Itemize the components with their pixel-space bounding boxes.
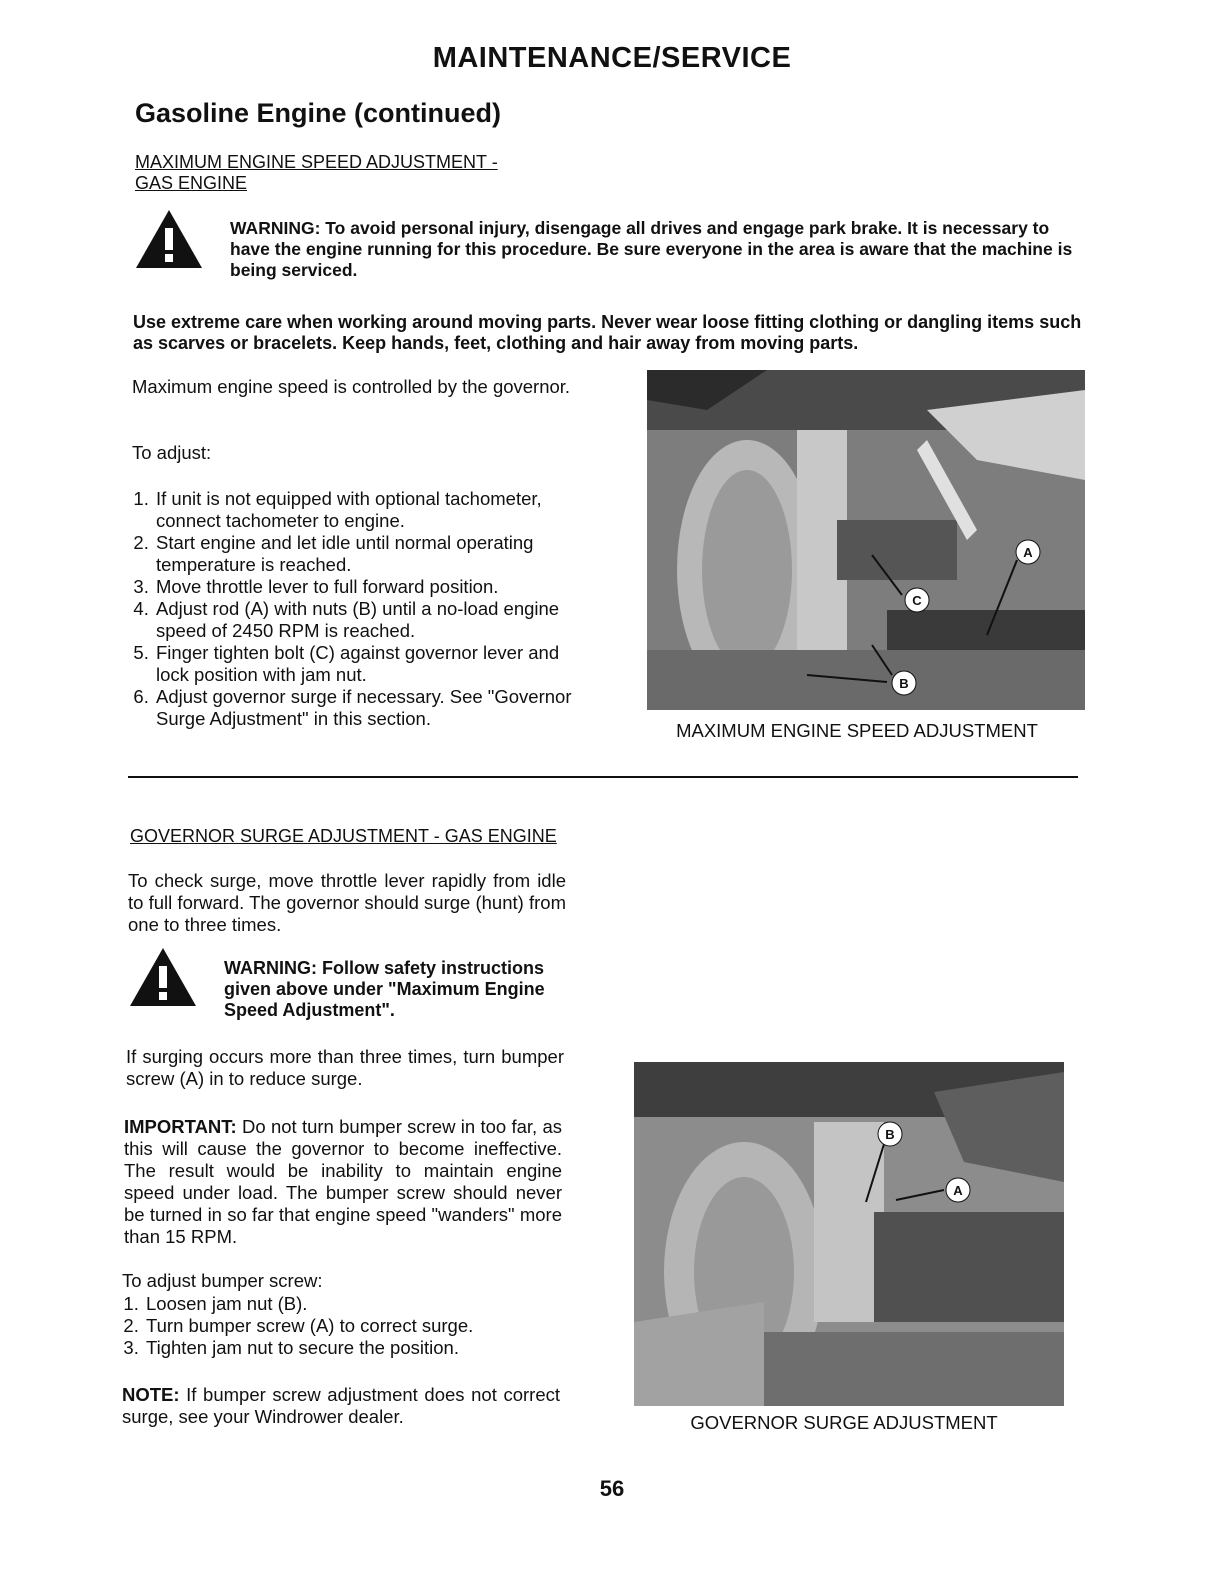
list-item: 4. Adjust rod (A) with nuts (B) until a no-load engine speed of 2450 RPM is reached.: [154, 598, 594, 642]
list-item: 5. Finger tighten bolt (C) against governor lever and lock position with jam nut.: [154, 642, 594, 686]
if-surging-text: If surging occurs more than three times, turn bumper screw (A) in to reduce surge.: [126, 1046, 564, 1089]
list-item: 3. Tighten jam nut to secure the position.: [144, 1337, 584, 1359]
max-speed-photo: [647, 370, 1085, 710]
list-item: 6. Adjust governor surge if necessary. See "Governor Surge Adjustment" in this section.: [154, 686, 594, 730]
warning-icon: [128, 946, 198, 1008]
callout-a: A: [1023, 545, 1033, 560]
note-label: NOTE:: [122, 1384, 180, 1405]
max-speed-heading: [135, 152, 498, 194]
important-label: IMPORTANT:: [124, 1116, 237, 1137]
surge-steps: [122, 1293, 584, 1359]
max-speed-photo-image: [647, 370, 1085, 710]
callout-b: B: [885, 1127, 895, 1142]
max-speed-warning: WARNING: To avoid personal injury, disengage all drives and engage park brake. It is necessary to have the engine running for this procedure. Be sure everyone in the area is aware that the machine is being serviced.: [230, 218, 1073, 280]
list-item: 2. Turn bumper screw (A) to correct surge.: [144, 1315, 584, 1337]
section-divider: [128, 776, 1078, 778]
max-speed-steps: [132, 488, 594, 730]
surge-check-text: To check surge, move throttle lever rapidly from idle to full forward. The governor should surge (hunt) from one to three times.: [128, 870, 566, 935]
callout-a: A: [953, 1183, 963, 1198]
governor-surge-caption: GOVERNOR SURGE ADJUSTMENT: [690, 1412, 998, 1433]
important-text: Do not turn bumper screw in too far, as this will cause the governor to become ineffective. The result would be inability to maintain engine speed under load. The bumper screw should never be turned in so far that engine speed "wanders" more than 15 RPM.: [124, 1116, 562, 1247]
max-speed-heading-line1: MAXIMUM ENGINE SPEED ADJUSTMENT -: [135, 152, 498, 172]
to-adjust-label: To adjust:: [132, 442, 212, 463]
moving-parts-caution: Use extreme care when working around moving parts. Never wear loose fitting clothing or dangling items such as scarves or bracelets. Keep hands, feet, clothing and hair away from moving parts.: [133, 312, 1082, 353]
list-item: 2. Start engine and let idle until normal operating temperature is reached.: [154, 532, 594, 576]
surge-heading: GOVERNOR SURGE ADJUSTMENT - GAS ENGINE: [130, 826, 557, 846]
list-item: 1. Loosen jam nut (B).: [144, 1293, 584, 1315]
section-title: Gasoline Engine (continued): [135, 98, 502, 128]
governor-surge-photo-image: [634, 1062, 1064, 1406]
warning-icon: [134, 208, 204, 270]
surge-warning: WARNING: Follow safety instructions given above under "Maximum Engine Speed Adjustment".: [224, 958, 545, 1020]
note-text: If bumper screw adjustment does not correct surge, see your Windrower dealer.: [122, 1384, 560, 1427]
callout-c: C: [912, 593, 922, 608]
list-item: 1. If unit is not equipped with optional tachometer, connect tachometer to engine.: [154, 488, 594, 532]
governor-surge-photo: [634, 1062, 1064, 1406]
adjust-bumper-intro: To adjust bumper screw:: [122, 1270, 323, 1291]
page-title: MAINTENANCE/SERVICE: [432, 42, 792, 74]
max-speed-caption: MAXIMUM ENGINE SPEED ADJUSTMENT: [676, 720, 1038, 741]
important-note: [124, 1116, 562, 1248]
max-speed-heading-line2: GAS ENGINE: [135, 173, 248, 193]
callout-b: B: [899, 676, 909, 691]
list-item: 3. Move throttle lever to full forward position.: [154, 576, 594, 598]
surge-note: [122, 1384, 560, 1428]
page-number: 56: [599, 1476, 625, 1501]
max-speed-intro: Maximum engine speed is controlled by the governor.: [132, 376, 571, 397]
